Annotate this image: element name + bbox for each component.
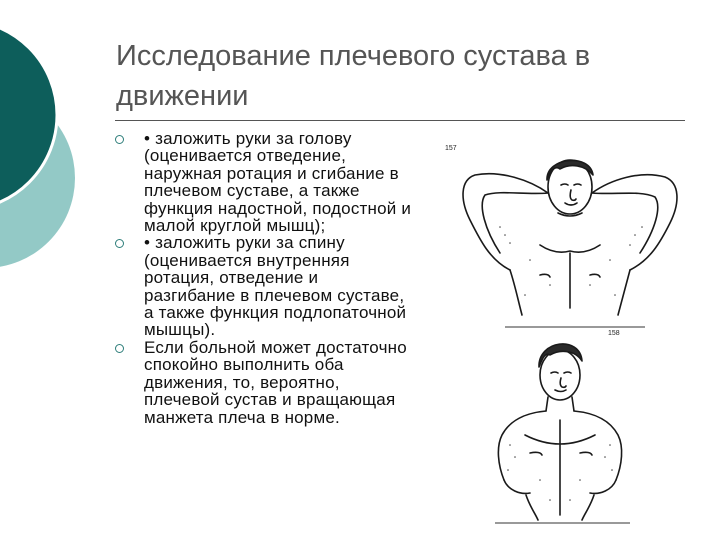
circle-bullet-icon bbox=[115, 239, 124, 248]
figure-hands-behind-back bbox=[498, 344, 621, 520]
figure-number-157: 157 bbox=[445, 145, 457, 152]
title-divider bbox=[115, 120, 685, 121]
bullet-text: Если больной может достаточно спокойно выполнить оба движения, то, вероятно, плечевой сустав и вращающая манжета плеча в норме. bbox=[144, 337, 407, 427]
circle-bullet-icon bbox=[115, 135, 124, 144]
bullet-text: • заложить руки за голову (оценивается отведение, наружная ротация и сгибание в плечевом суставе, а также функция надостной, подостной и малой круглой мышц); bbox=[144, 129, 412, 236]
bullet-text: • заложить руки за спину (оценивается внутренняя ротация, отведение и разгибание в плечевом суставе, а также функция подлопаточной мышцы). bbox=[144, 233, 407, 340]
shading-157 bbox=[499, 226, 643, 296]
figure-hands-behind-head bbox=[463, 160, 677, 315]
circle-bullet-icon bbox=[115, 344, 124, 353]
bullet-list bbox=[112, 130, 412, 426]
slide-title: Исследование плечевого сустава в движении bbox=[116, 40, 591, 112]
figure-number-158: 158 bbox=[608, 330, 620, 337]
bullet-item bbox=[112, 339, 412, 426]
bullet-item bbox=[112, 234, 412, 338]
shoulder-exam-illustration bbox=[430, 135, 700, 525]
bullet-item bbox=[112, 130, 412, 234]
decorative-circles bbox=[0, 0, 110, 300]
